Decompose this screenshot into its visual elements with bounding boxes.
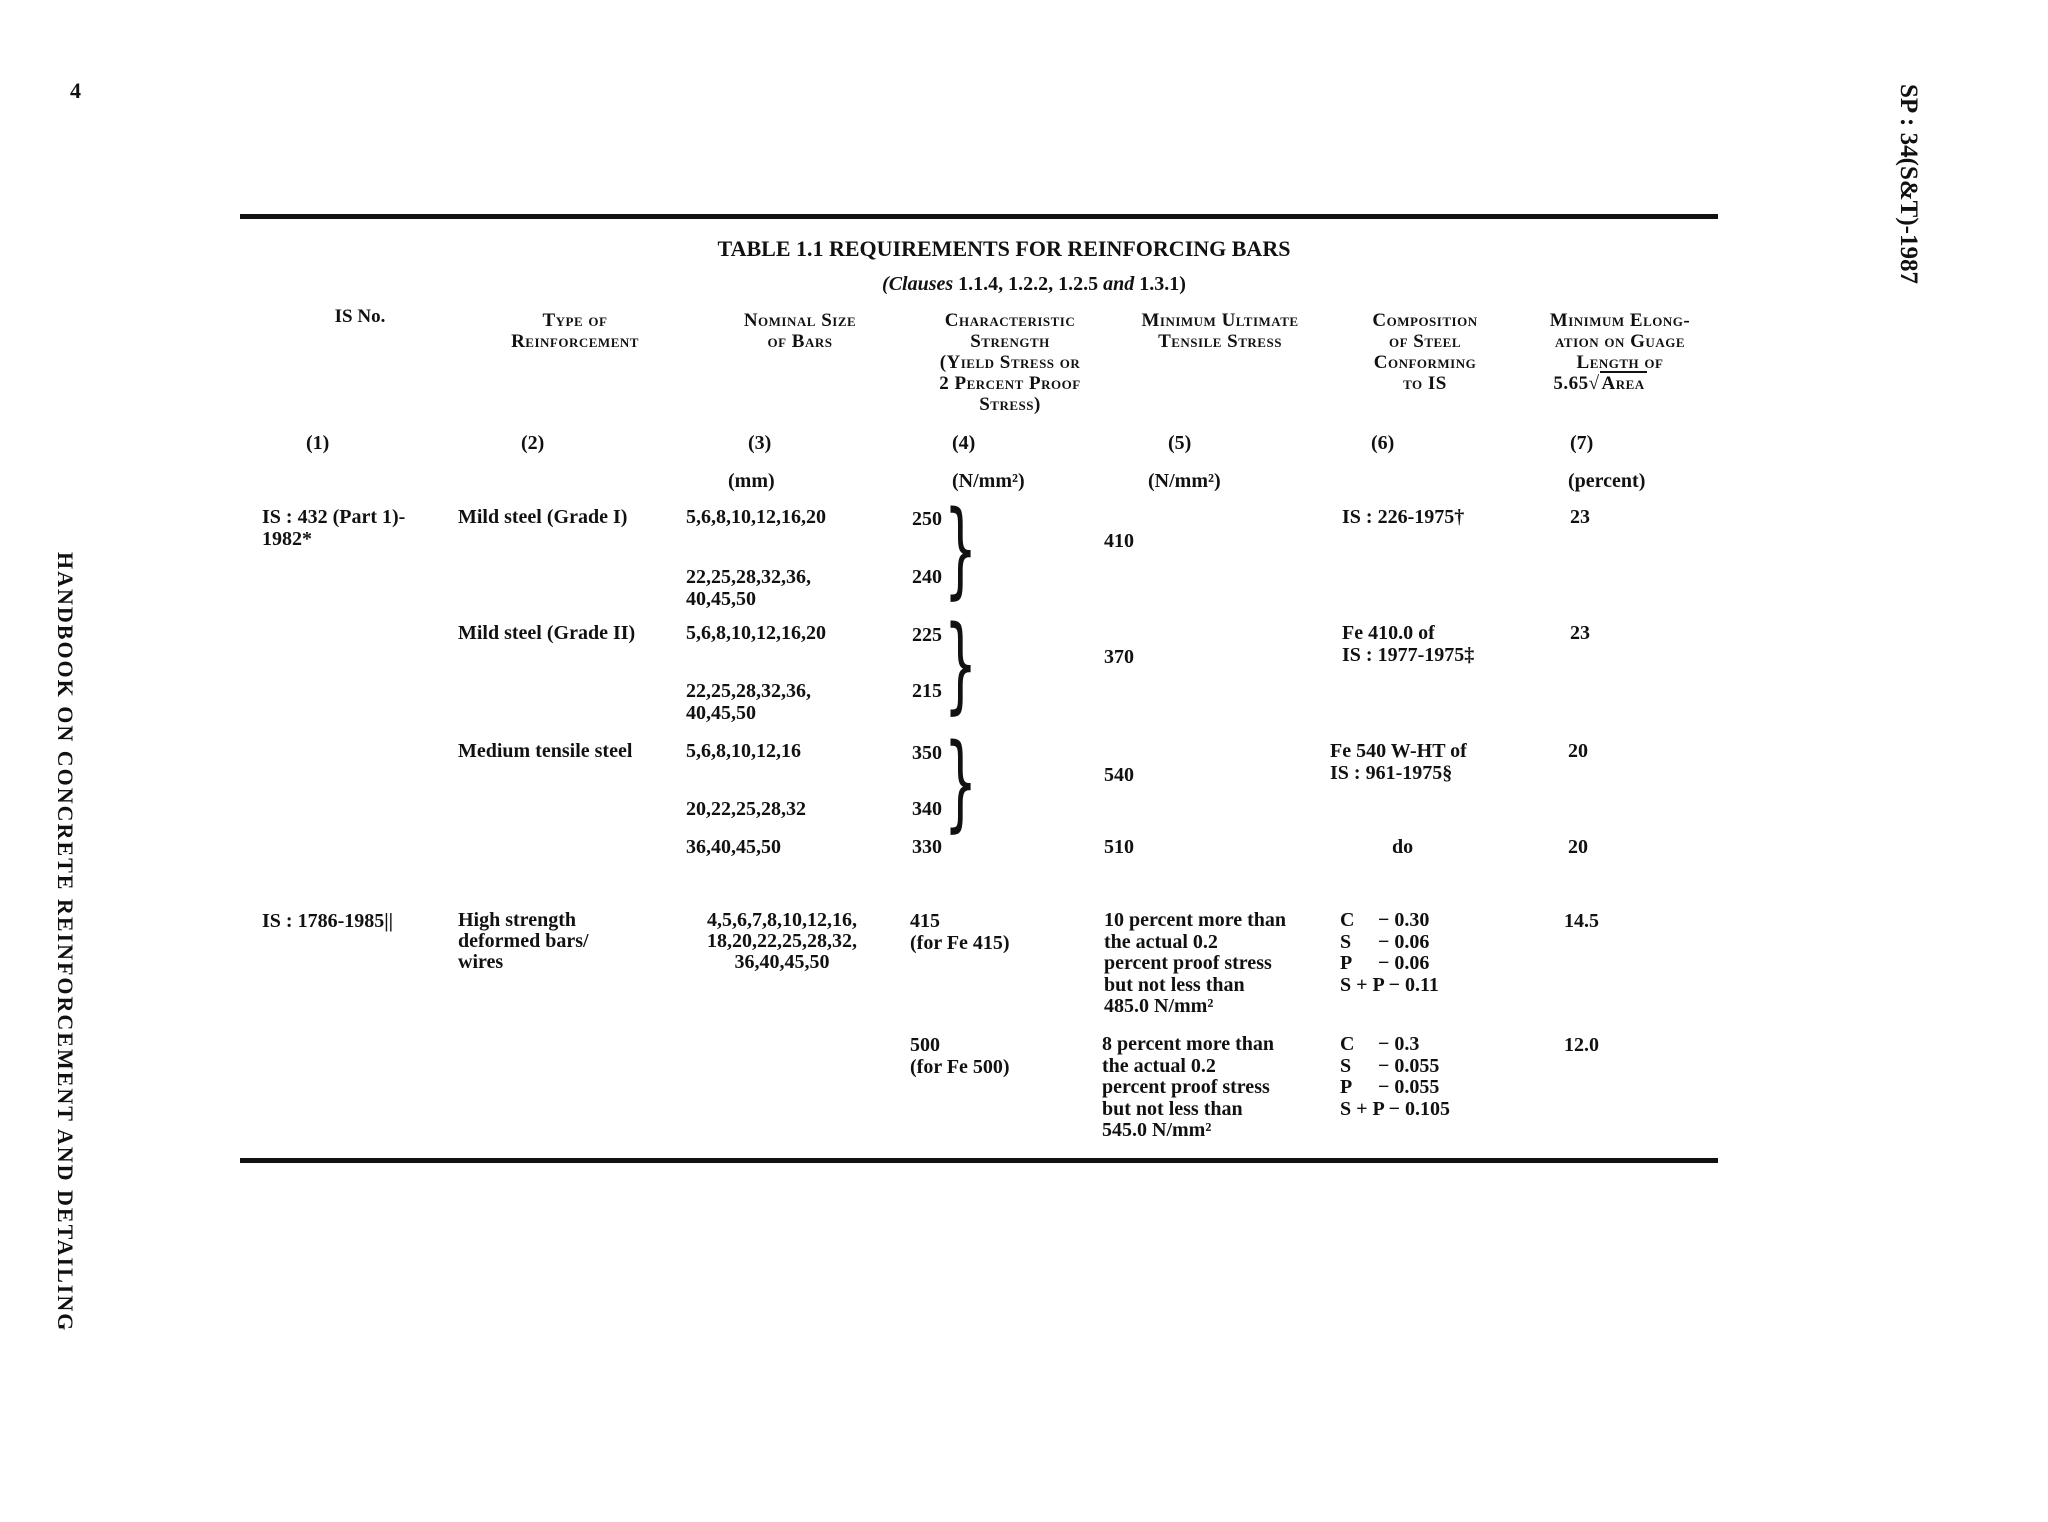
table-cell-size: 5,6,8,10,12,16,20 — [686, 622, 826, 644]
table-cell-uts: 540 — [1104, 764, 1134, 786]
side-title: HANDBOOK ON CONCRETE REINFORCEMENT AND DETAILING — [53, 552, 78, 1333]
composition-item: C − 0.3 — [1340, 1033, 1420, 1055]
header-min-elongation: Minimum Elong- ation on Guage Length of 5.65√ Area — [1549, 310, 1691, 394]
running-head: SP : 34(S&T)-1987 — [1895, 84, 1922, 284]
composition-item: S − 0.055 — [1340, 1054, 1440, 1077]
table-cell-composition: do — [1392, 836, 1414, 858]
table-cell-strength: 215 — [912, 680, 942, 702]
table-cell-strength: 340 — [912, 798, 942, 820]
table-cell-size: 5,6,8,10,12,16 — [686, 740, 801, 762]
table-cell-uts: 410 — [1104, 530, 1134, 552]
table-row-type: Medium tensile steel — [458, 740, 633, 762]
composition-item: S + P − 0.105 — [1340, 1097, 1451, 1120]
table-cell-strength: 415 (for Fe 415) — [910, 910, 1010, 954]
col-number: (1) — [306, 432, 330, 454]
table-cell-uts: 370 — [1104, 646, 1134, 668]
col-number: (5) — [1168, 432, 1192, 454]
header-nominal-size: Nominal Size of Bars — [743, 310, 857, 352]
col-number: (3) — [748, 432, 772, 454]
composition-item: P − 0.06 — [1340, 952, 1430, 974]
unit-n-mm2: (N/mm²) — [952, 470, 1025, 492]
table-cell-composition: Fe 540 W-HT of IS : 961-1975§ — [1330, 740, 1467, 784]
header-composition: Composition of Steel Conforming to IS — [1372, 310, 1478, 394]
table-cell-elongation: 12.0 — [1564, 1034, 1599, 1056]
header-type: Type of Reinforcement — [511, 310, 639, 352]
col-number: (2) — [521, 432, 545, 454]
table-cell-elongation: 20 — [1568, 836, 1588, 858]
table-cell-size: 20,22,25,28,32 — [686, 798, 806, 820]
table-cell-strength: 225 — [912, 624, 942, 646]
table-row-type: High strength deformed bars/ wires — [458, 909, 589, 973]
is-1786-label: IS : 1786-1985|| — [262, 910, 394, 932]
table-cell-composition: Fe 410.0 of IS : 1977-1975‡ — [1342, 622, 1475, 666]
composition-list — [1340, 1034, 1450, 1120]
page-number: 4 — [70, 78, 81, 103]
table-cell-uts: 8 percent more than the actual 0.2 percent proof stress but not less than 545.0 N/mm² — [1102, 1033, 1275, 1141]
composition-item: S + P − 0.11 — [1340, 973, 1439, 996]
table-cell-size: 22,25,28,32,36, 40,45,50 — [686, 680, 811, 724]
table-cell-elongation: 23 — [1570, 622, 1590, 644]
table-cell-strength: 330 — [912, 836, 942, 858]
right-brace-icon: } — [944, 603, 978, 725]
right-brace-icon: } — [944, 721, 978, 843]
is-432-label: IS : 432 (Part 1)- 1982* — [262, 506, 406, 550]
table-cell-size: 22,25,28,32,36, 40,45,50 — [686, 566, 811, 610]
table-cell-uts: 510 — [1104, 836, 1134, 858]
table-bottom-rule — [240, 1158, 1718, 1163]
table-cell-size: 4,5,6,7,8,10,12,16, 18,20,22,25,28,32, 36,40,45,50 — [707, 909, 857, 973]
table-cell-elongation: 23 — [1570, 506, 1590, 528]
table-cell-uts: 10 percent more than the actual 0.2 percent proof stress but not less than 485.0 N/mm² — [1104, 909, 1287, 1017]
table-cell-composition: IS : 226-1975† — [1342, 506, 1465, 528]
table-row-type: Mild steel (Grade II) — [458, 622, 636, 644]
col-number: (4) — [952, 432, 976, 454]
unit-percent: (percent) — [1568, 470, 1646, 492]
header-char-strength: Characteristic Strength (Yield Stress or 2 Percent Proof Stress) — [939, 310, 1081, 415]
table-cell-strength: 350 — [912, 742, 942, 764]
col-number: (7) — [1570, 432, 1594, 454]
table-cell-size: 36,40,45,50 — [686, 836, 781, 858]
table-cell-strength: 250 — [912, 508, 942, 530]
composition-item: S − 0.06 — [1340, 930, 1430, 953]
table-cell-elongation: 20 — [1568, 740, 1588, 762]
table-cell-size: 5,6,8,10,12,16,20 — [686, 506, 826, 528]
composition-item: P − 0.055 — [1340, 1076, 1440, 1098]
unit-mm: (mm) — [728, 470, 775, 492]
table-clauses: (Clauses 1.1.4, 1.2.2, 1.2.5 and 1.3.1) — [882, 273, 1186, 295]
col-number: (6) — [1371, 432, 1395, 454]
table-row-type: Mild steel (Grade I) — [458, 506, 628, 528]
unit-n-mm2: (N/mm²) — [1148, 470, 1221, 492]
table-title: TABLE 1.1 REQUIREMENTS FOR REINFORCING BARS — [717, 236, 1291, 261]
header-is-no: IS No. — [334, 306, 386, 327]
header-min-uts: Minimum Ultimate Tensile Stress — [1141, 310, 1299, 352]
composition-item: C − 0.30 — [1340, 909, 1430, 931]
table-cell-elongation: 14.5 — [1564, 910, 1599, 932]
table-cell-strength: 240 — [912, 566, 942, 588]
table-top-rule — [240, 214, 1718, 219]
table-cell-strength: 500 (for Fe 500) — [910, 1034, 1010, 1078]
right-brace-icon: } — [944, 488, 978, 610]
composition-list — [1340, 910, 1439, 996]
